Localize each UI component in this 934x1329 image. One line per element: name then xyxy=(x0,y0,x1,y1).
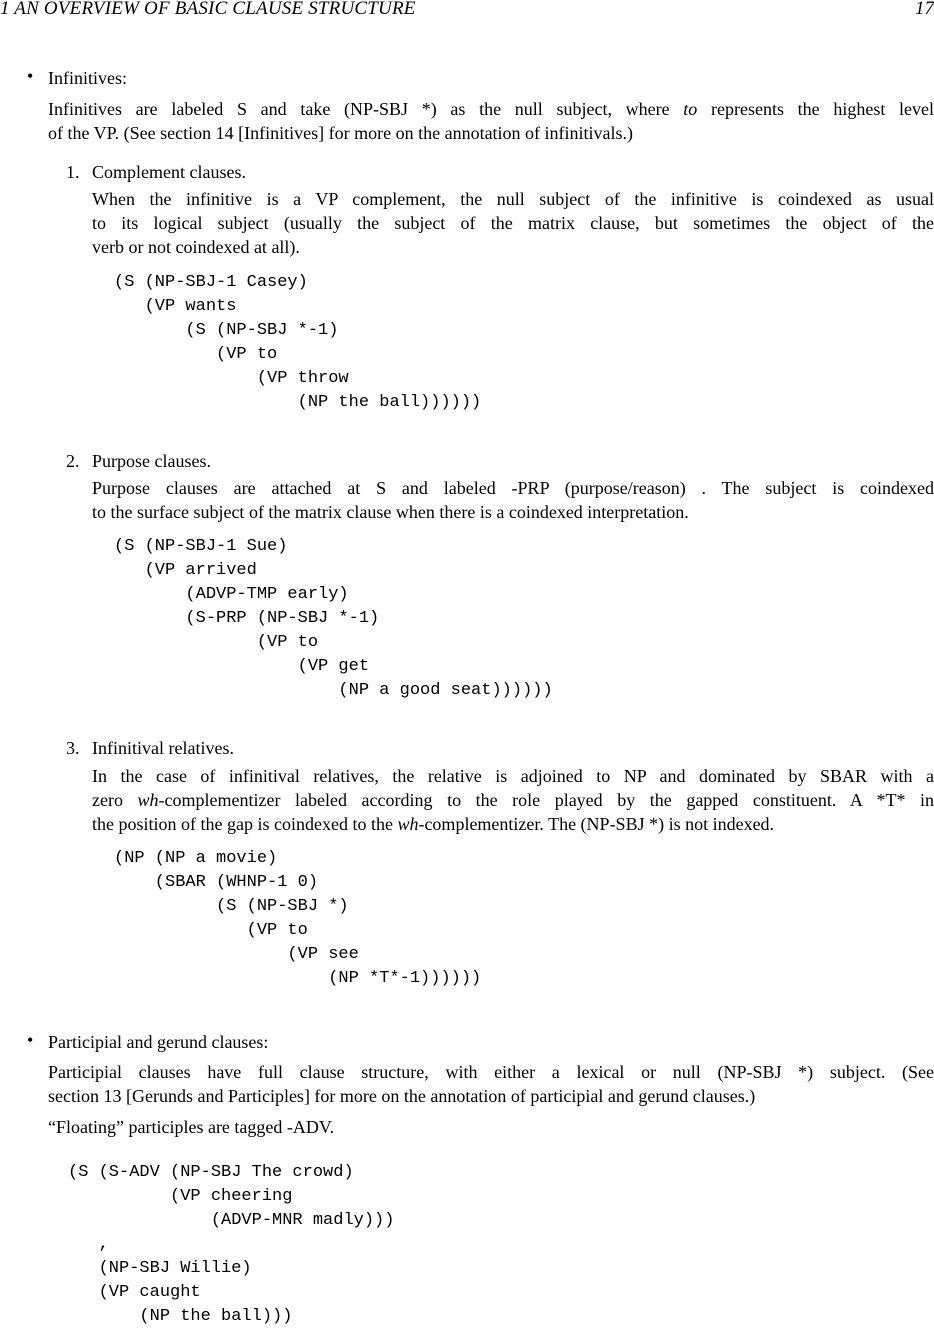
bullet-participial: • xyxy=(27,1030,34,1050)
list-number: 1. xyxy=(66,162,80,182)
floating-participles-note: “Floating” participles are tagged -ADV. xyxy=(48,1117,335,1137)
code-block-complement: (S (NP-SBJ-1 Casey) (VP wants (S (NP-SBJ *-1) (VP to (VP throw (NP the ball)))))) xyxy=(114,273,482,412)
section-heading-participial: Participial and gerund clauses: xyxy=(48,1032,269,1052)
paragraph-line: Infinitives are labeled S and take (NP-SBJ *) as the null subject, where to represents the highest level xyxy=(48,99,934,119)
paragraph-line: of the VP. (See section 14 [Infinitives] for more on the annotation of infinitivals.) xyxy=(48,123,634,143)
code-block-purpose: (S (NP-SBJ-1 Sue) (VP arrived (ADVP-TMP early) (S-PRP (NP-SBJ *-1) (VP to (VP get (NP a good seat)))))) xyxy=(114,537,553,700)
code-block-relatives: (NP (NP a movie) (SBAR (WHNP-1 0) (S (NP-SBJ *) (VP to (VP see (NP *T*-1)))))) xyxy=(114,849,482,988)
paragraph-line: the position of the gap is coindexed to the wh-complementizer. The (NP-SBJ *) is not indexed. xyxy=(92,814,775,834)
paragraph-line: zero wh-complementizer labeled according to the role played by the gapped constituent. A *T* in xyxy=(92,790,934,810)
code-block-participial: (S (S-ADV (NP-SBJ The crowd) (VP cheering (ADVP-MNR madly))) , (NP-SBJ Willie) (VP caught (NP the ball))) xyxy=(68,1163,395,1326)
complement-clauses-paragraph: When the infinitive is a VP complement, the null subject of the infinitive is coindexed as usual to its logical subject (usually the subject of the matrix clause, but sometimes the object of the verb or not coindexed at all). xyxy=(92,189,934,257)
list-item-title: Infinitival relatives. xyxy=(92,738,234,758)
list-item-title: Purpose clauses. xyxy=(92,451,211,471)
list-number: 3. xyxy=(66,738,80,758)
infinitival-relatives-paragraph: In the case of infinitival relatives, the relative is adjoined to NP and dominated by SBAR with a zero wh-complementizer labeled according to the role played by the gapped constituent. A *T* in the position of the gap is coindexed to the wh-complementizer. The (NP-SBJ *) is not indexed. xyxy=(92,766,934,834)
participial-paragraph: Participial clauses have full clause structure, with either a lexical or null (NP-SBJ *) subject. (See section 13 [Gerunds and Participles] for more on the annotation of participial and gerund clauses.) xyxy=(48,1062,934,1106)
list-number: 2. xyxy=(66,451,80,471)
infinitives-paragraph xyxy=(48,97,934,145)
purpose-clauses-paragraph: Purpose clauses are attached at S and labeled -PRP (purpose/reason) . The subject is coindexed to the surface subject of the matrix clause when there is a coindexed interpretation. xyxy=(92,478,934,522)
running-header: 1 AN OVERVIEW OF BASIC CLAUSE STRUCTURE xyxy=(0,0,416,19)
list-item-title: Complement clauses. xyxy=(92,162,246,182)
bullet-infinitives: • xyxy=(27,66,34,86)
section-heading-infinitives: Infinitives: xyxy=(48,68,127,88)
page-number: 17 xyxy=(915,0,934,19)
